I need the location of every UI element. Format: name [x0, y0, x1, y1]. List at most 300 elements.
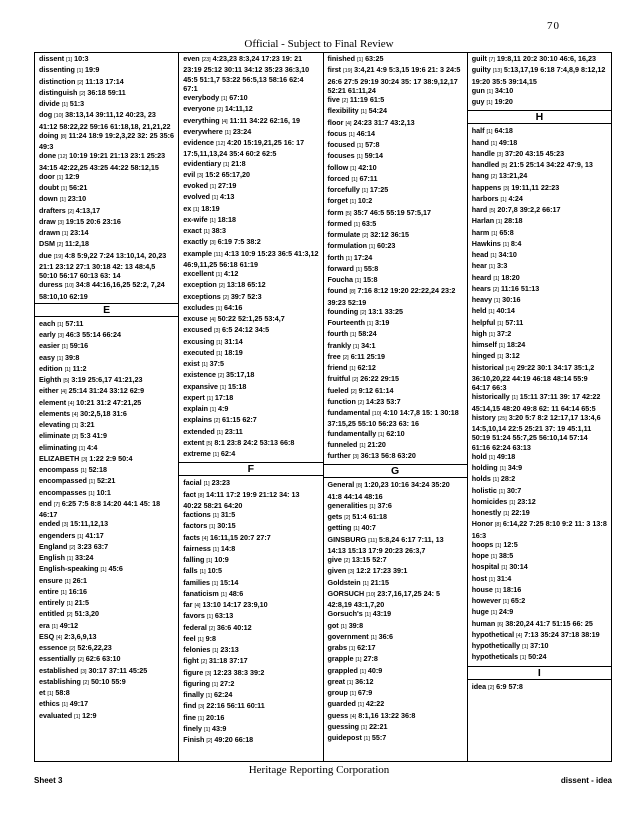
- index-entry: [39, 194, 175, 205]
- index-word: idea: [471, 681, 487, 691]
- occurrence-count: [1]: [353, 221, 360, 228]
- occurrence-count: [1]: [203, 229, 210, 235]
- page-line-references: 46:3 55:14 66:24: [65, 330, 121, 339]
- occurrence-count: [1]: [355, 657, 362, 664]
- index-entry: [39, 386, 175, 397]
- page-line-references: 4:12: [224, 269, 239, 278]
- page-line-references: 51:4 61:18: [352, 512, 388, 521]
- index-entry: [472, 596, 608, 607]
- occurrence-count: [1]: [66, 57, 73, 63]
- occurrence-count: [1]: [57, 321, 64, 328]
- index-word: facts: [183, 532, 201, 542]
- page-line-references: 26:1: [72, 575, 87, 585]
- index-word: getting: [327, 523, 352, 533]
- page-line-references: 59:14: [364, 151, 384, 161]
- index-word: found: [327, 286, 348, 296]
- page-line-references: 30:16: [502, 295, 521, 304]
- index-word: form: [327, 207, 344, 217]
- index-word: hang: [471, 171, 489, 181]
- index-entry: [183, 404, 319, 415]
- word-index-table: [34, 52, 612, 762]
- index-word: guilt: [471, 54, 487, 63]
- page-line-references: 11:16 51:13: [500, 283, 540, 293]
- occurrence-count: [2]: [77, 79, 84, 86]
- page-line-references: 23:12: [517, 496, 536, 506]
- page-line-references: 49:20 66:18: [214, 735, 254, 744]
- index-entry: [328, 118, 464, 129]
- page-line-references: 18:18: [217, 214, 237, 224]
- occurrence-count: [1]: [350, 165, 357, 172]
- page-line-references: 3:20 5:7 8:2 12:17,17 13:4,6 14:5,10,14 22:5 25:21 37: 19 45:1,11 50:19 51:24 55:7,25 56:10,14 57:14 61:16 62:24 63:13: [471, 412, 601, 452]
- occurrence-count: [10]: [366, 591, 376, 598]
- index-word: eliminating: [39, 442, 77, 452]
- index-word: harm: [471, 227, 490, 237]
- page-line-references: 34:9: [507, 463, 523, 472]
- index-word: easy: [39, 352, 55, 362]
- index-word: fight: [183, 656, 199, 666]
- index-entry: [39, 699, 175, 710]
- index-entry: [39, 587, 175, 598]
- occurrence-count: [3]: [81, 456, 88, 463]
- index-entry: [472, 363, 608, 393]
- occurrence-count: [1]: [193, 206, 200, 213]
- index-word: forward: [327, 263, 354, 273]
- index-entry: [39, 576, 175, 587]
- page-line-references: 10:21 31:2 47:21,25: [76, 397, 142, 407]
- page-line-references: 39:8: [348, 620, 364, 630]
- page-line-references: 31:18 37:17: [208, 656, 248, 666]
- occurrence-count: [4]: [221, 118, 228, 125]
- index-entry: [183, 192, 319, 203]
- page-line-references: 35:7 46:5 55:19 57:5,17: [353, 207, 432, 217]
- index-entry: [472, 261, 608, 272]
- page-line-references: 11:11 34:22 62:16, 19: [229, 115, 300, 125]
- index-word: exact: [183, 226, 202, 235]
- page-line-references: 3:19: [375, 318, 390, 327]
- index-entry: [183, 280, 319, 291]
- page-line-references: 4:8 5:9,22 7:24 13:10,14, 20,23 21:1 23:12 27:1 30:18 42: 13 48:4,5 50:10 56:17 60:13 63: 14: [39, 250, 167, 280]
- occurrence-count: [1]: [345, 255, 352, 262]
- occurrence-count: [1]: [201, 362, 208, 368]
- occurrence-count: [1]: [209, 217, 216, 224]
- page-line-references: 37:5: [209, 359, 225, 368]
- occurrence-count: [25]: [497, 415, 507, 422]
- page-line-references: 13:10 14:17 23:9,10: [202, 600, 268, 609]
- index-entry: [39, 110, 175, 131]
- occurrence-count: [1]: [522, 644, 529, 650]
- occurrence-count: [1]: [212, 648, 219, 654]
- index-entry: [183, 427, 319, 438]
- page-line-references: 46:14: [356, 128, 376, 138]
- index-entry: [328, 386, 464, 397]
- index-entry: [472, 619, 608, 630]
- page-line-references: 18:20: [501, 272, 520, 282]
- index-entry: [39, 280, 175, 301]
- index-word: hospital: [471, 562, 500, 572]
- index-entry: [183, 578, 319, 589]
- index-word: duress: [39, 280, 63, 290]
- index-entry: [183, 724, 319, 735]
- index-entry: [39, 353, 175, 364]
- index-entry: [39, 598, 175, 609]
- page-line-references: 36:12: [355, 676, 374, 686]
- index-entry: [183, 544, 319, 555]
- index-entry: [472, 463, 608, 474]
- index-entry: [39, 54, 175, 65]
- index-entry: [39, 499, 175, 520]
- index-entry: [472, 585, 608, 596]
- page-line-references: 24:23 31:7 43:2,13: [353, 117, 415, 127]
- page-line-references: 65:8: [499, 227, 514, 237]
- index-word: English-speaking: [39, 564, 99, 574]
- occurrence-count: [2]: [72, 434, 79, 441]
- index-entry: [328, 253, 464, 264]
- page-line-references: 45:6: [108, 564, 123, 574]
- page-line-references: 18:19: [224, 347, 243, 357]
- occurrence-count: [2]: [488, 684, 495, 691]
- occurrence-count: [2]: [350, 388, 357, 395]
- index-entry: [183, 634, 319, 645]
- page-line-references: 42:10: [358, 162, 377, 172]
- page-line-references: 31:5: [220, 510, 236, 519]
- page-line-references: 13:1 33:25: [368, 306, 403, 316]
- occurrence-count: [1]: [60, 589, 67, 596]
- index-word: excusing: [183, 336, 215, 346]
- occurrence-count: [3]: [197, 172, 204, 179]
- occurrence-count: [1]: [357, 702, 364, 709]
- index-word: historical: [471, 362, 504, 372]
- index-word: hard: [471, 205, 488, 214]
- index-word: funneled: [327, 439, 358, 449]
- occurrence-count: [1]: [61, 702, 68, 709]
- index-entry: [328, 632, 464, 643]
- page-line-references: 48:6: [228, 588, 244, 598]
- page-line-references: 40:9: [367, 665, 383, 675]
- occurrence-count: [2]: [56, 242, 63, 249]
- occurrence-count: [1]: [62, 231, 69, 237]
- page-line-references: 6:19 7:5 38:2: [217, 237, 261, 247]
- index-entry: [472, 551, 608, 562]
- page-line-references: 55:7: [371, 733, 387, 742]
- index-entry: [183, 533, 319, 544]
- page-line-references: 52:6,22,23: [77, 643, 112, 652]
- index-word: exist: [183, 359, 200, 368]
- index-entry: [183, 478, 319, 489]
- occurrence-count: [1]: [490, 253, 497, 259]
- page-line-references: 52:18: [88, 465, 107, 474]
- index-word: half: [471, 126, 485, 136]
- occurrence-count: [5]: [206, 440, 213, 447]
- index-word: history: [471, 412, 496, 422]
- index-entry: [183, 600, 319, 611]
- page-line-references: 15:11 37:11 39: 17 42:22 45:14,15 48:20 49:8 62: 11 64:14 65:5: [471, 392, 601, 413]
- index-entry: [328, 65, 464, 95]
- occurrence-count: [1]: [355, 278, 362, 284]
- index-entry: [328, 397, 464, 408]
- index-word: ex: [183, 203, 192, 213]
- index-entry: [183, 415, 319, 426]
- occurrence-count: [4]: [350, 713, 357, 720]
- index-word: hold: [471, 451, 487, 461]
- index-entry: [39, 666, 175, 677]
- index-word: formulation: [327, 241, 368, 251]
- occurrence-count: [1]: [210, 407, 217, 413]
- index-entry: [328, 711, 464, 722]
- index-word: draw: [39, 216, 56, 226]
- index-word: gets: [327, 512, 343, 521]
- occurrence-count: [1]: [206, 558, 213, 564]
- index-word: ensure: [39, 575, 63, 585]
- occurrence-count: [1]: [495, 542, 502, 549]
- index-word: historically: [471, 392, 510, 402]
- index-entry: [472, 183, 608, 194]
- page-line-references: 38:20,24 41:7 51:15 66: 25: [505, 618, 593, 628]
- index-entry: [39, 488, 175, 499]
- page-line-references: 4:9: [218, 404, 229, 413]
- occurrence-count: [1]: [509, 499, 516, 506]
- page-line-references: 34:1: [361, 340, 376, 350]
- occurrence-count: [3]: [80, 668, 87, 675]
- page-line-references: 3:23 63:7: [77, 541, 109, 551]
- occurrence-count: [1]: [197, 636, 204, 643]
- occurrence-count: [1]: [76, 68, 83, 75]
- index-word: expansive: [183, 381, 219, 391]
- index-word: find: [183, 701, 197, 711]
- page-line-references: 12:23 38:3 39:2: [213, 667, 265, 677]
- index-word: holistic: [471, 485, 497, 495]
- index-entry: [39, 251, 175, 281]
- occurrence-count: [2]: [69, 544, 76, 551]
- occurrence-count: [12]: [58, 154, 68, 161]
- index-entry: [472, 413, 608, 452]
- index-word: et: [39, 688, 46, 697]
- index-word: however: [471, 596, 501, 605]
- occurrence-count: [8]: [60, 133, 67, 140]
- occurrence-count: [1]: [499, 466, 506, 472]
- page-line-references: 14:8: [220, 543, 236, 553]
- index-entry: [472, 306, 608, 317]
- page-line-references: 19:15 20:6 23:16: [65, 216, 121, 226]
- index-entry: [328, 307, 464, 318]
- occurrence-count: [1]: [502, 241, 509, 248]
- occurrence-count: [1]: [348, 131, 355, 138]
- page-line-references: 20:16: [206, 712, 225, 722]
- index-word: fine: [183, 712, 197, 722]
- page-line-references: 43:19: [372, 609, 392, 619]
- occurrence-count: [1]: [88, 490, 95, 497]
- index-word: edition: [39, 363, 63, 373]
- page-line-references: 4:13 10:9 15:23 36:5 41:3,12 46:9,11,25 56:18 61:19: [183, 248, 319, 269]
- page-line-references: 25:14 31:24 33:12 62:9: [68, 386, 145, 396]
- index-entry: [328, 609, 464, 620]
- occurrence-count: [1]: [360, 109, 367, 116]
- index-entry: [183, 679, 319, 690]
- index-entry: [472, 205, 608, 216]
- section-letter-heading: G: [324, 464, 467, 478]
- index-word: establishing: [39, 676, 81, 686]
- page-line-references: 6:9 57:8: [496, 681, 523, 691]
- occurrence-count: [1]: [362, 580, 369, 587]
- index-entry: [472, 641, 608, 652]
- index-entry: [328, 480, 464, 501]
- occurrence-count: [1]: [488, 576, 495, 583]
- index-entry: [39, 375, 175, 386]
- index-word: exceptions: [183, 291, 221, 301]
- index-column-3: [324, 53, 468, 761]
- page-line-references: 41:17: [85, 530, 104, 540]
- index-word: even: [183, 54, 200, 63]
- page-line-references: 14:11 17:2 19:9 21:12 34: 13 40:22 58:21 64:20: [183, 489, 300, 510]
- page-line-references: 11:13 17:14: [85, 76, 124, 86]
- occurrence-count: [1]: [209, 524, 216, 531]
- page-line-references: 37:20 43:15 45:23: [504, 148, 565, 158]
- occurrence-count: [2]: [352, 377, 359, 384]
- page-line-references: 59:16: [69, 341, 89, 351]
- index-word: finished: [327, 54, 356, 63]
- occurrence-count: [1]: [220, 384, 227, 391]
- index-entry: [472, 97, 608, 108]
- page-line-references: 61:15 62:7: [222, 415, 257, 425]
- occurrence-count: [7]: [488, 57, 495, 63]
- index-entry: [39, 677, 175, 688]
- index-entry: [183, 382, 319, 393]
- index-entry: [39, 330, 175, 341]
- page-line-references: 17:24: [353, 252, 373, 262]
- page-line-references: 39:8: [65, 352, 80, 362]
- occurrence-count: [1]: [74, 713, 81, 720]
- occurrence-count: [1]: [221, 96, 228, 102]
- occurrence-count: [1]: [216, 305, 223, 312]
- index-entry: [472, 519, 608, 540]
- page-line-references: 50:10 55:9: [90, 676, 126, 686]
- index-entry: [328, 329, 464, 340]
- index-word: guessing: [327, 721, 360, 731]
- index-word: DSM: [39, 239, 55, 249]
- page-line-references: 15:2 65:17,20: [205, 169, 251, 179]
- index-word: excuse: [183, 314, 208, 323]
- occurrence-count: [1]: [64, 578, 71, 585]
- index-entry: [183, 566, 319, 577]
- index-entry: [328, 501, 464, 512]
- index-word: exactly: [183, 237, 208, 247]
- index-word: evaluated: [39, 710, 73, 720]
- index-entry: [39, 151, 175, 172]
- index-word: GINSBURG: [327, 534, 367, 544]
- index-entry: [39, 564, 175, 575]
- index-word: focus: [327, 128, 347, 138]
- index-entry: [328, 621, 464, 632]
- index-entry: [328, 106, 464, 117]
- index-word: forget: [327, 196, 348, 206]
- page-line-references: 23:11: [224, 426, 243, 436]
- index-entry: [183, 314, 319, 325]
- index-word: distinction: [39, 76, 76, 86]
- index-word: families: [183, 577, 211, 587]
- index-entry: [472, 239, 608, 250]
- index-word: factions: [183, 510, 211, 519]
- index-word: doubt: [39, 183, 59, 192]
- page-line-references: 4:10 14:7,8 15: 1 30:18 37:15,25 55:10 56:23 63: 16: [327, 408, 459, 429]
- index-word: Harlan: [471, 216, 495, 226]
- index-word: Gorsuch's: [327, 609, 363, 619]
- index-word: guidepost: [327, 733, 362, 742]
- index-word: evidence: [183, 138, 215, 147]
- index-word: given: [327, 566, 347, 576]
- index-word: dissenting: [39, 65, 75, 75]
- page-line-references: 23:24: [232, 126, 252, 136]
- index-entry: [328, 555, 464, 566]
- index-entry: [328, 643, 464, 654]
- index-word: excellent: [183, 269, 215, 278]
- occurrence-count: [19]: [343, 68, 353, 75]
- occurrence-count: [2]: [208, 625, 215, 632]
- index-word: free: [327, 351, 341, 361]
- index-entry: [472, 682, 608, 693]
- index-word: formed: [327, 218, 352, 228]
- page-line-references: 3:3: [496, 261, 508, 271]
- index-word: fueled: [327, 385, 349, 395]
- index-entry: [328, 733, 464, 744]
- page-line-references: 19:8,11 20:2 30:10 46:6, 16,23: [496, 54, 597, 63]
- occurrence-count: [3]: [62, 522, 69, 529]
- occurrence-count: [1]: [206, 395, 213, 402]
- occurrence-count: [6]: [497, 621, 504, 628]
- index-word: fundamental: [327, 408, 371, 417]
- page-line-references: 4:20 15:19,21,25 16: 17 17:5,11,13,24 35:4 60:2 62:5: [183, 138, 305, 159]
- index-entry: [472, 149, 608, 160]
- page-line-references: 3:4,21 4:9 5:3,15 19:6 21: 3 24:5 26:6 27:5 29:19 30:24 35: 17 38:9,12,17 52:21 61:11,24: [327, 65, 461, 95]
- index-entry: [472, 486, 608, 497]
- index-entry: [328, 241, 464, 252]
- index-entry: [328, 264, 464, 275]
- page-line-references: 36:18 59:11: [87, 87, 126, 97]
- index-entry: [183, 237, 319, 248]
- page-line-references: 4:4: [86, 442, 98, 452]
- page-line-references: 40:7: [361, 523, 376, 533]
- occurrence-count: [1]: [66, 601, 73, 607]
- page-line-references: 11:2: [72, 363, 87, 373]
- section-letter-heading: I: [468, 666, 611, 680]
- occurrence-count: [2]: [77, 657, 84, 664]
- index-word: hope: [471, 551, 489, 560]
- index-word: fact: [183, 489, 197, 499]
- index-entry: [328, 341, 464, 352]
- index-entry: [39, 465, 175, 476]
- occurrence-count: [1]: [488, 309, 495, 316]
- page-line-references: 12:9: [64, 171, 80, 181]
- index-word: fourth: [327, 329, 349, 339]
- occurrence-count: [12]: [216, 141, 226, 147]
- page-line-references: 23:13: [220, 645, 239, 654]
- page-line-references: 6:5 24:12 34:5: [222, 325, 270, 335]
- page-line-references: 38:3: [211, 226, 227, 235]
- index-entry: [472, 295, 608, 306]
- index-entry: [328, 523, 464, 534]
- index-word: great: [327, 676, 346, 686]
- index-word: extent: [183, 437, 205, 447]
- occurrence-count: [2]: [344, 515, 351, 521]
- page-number: 70: [547, 20, 560, 32]
- page-line-references: 10:2: [357, 196, 373, 206]
- occurrence-count: [3]: [214, 328, 221, 335]
- page-line-references: 13:15 52:7: [351, 555, 387, 564]
- index-entry: [183, 438, 319, 449]
- occurrence-count: [2]: [342, 354, 349, 361]
- index-entry: [328, 163, 464, 174]
- index-entry: [183, 611, 319, 622]
- page-line-references: 7:13 35:24 37:18 38:19: [524, 629, 600, 639]
- occurrence-count: [1]: [498, 343, 505, 349]
